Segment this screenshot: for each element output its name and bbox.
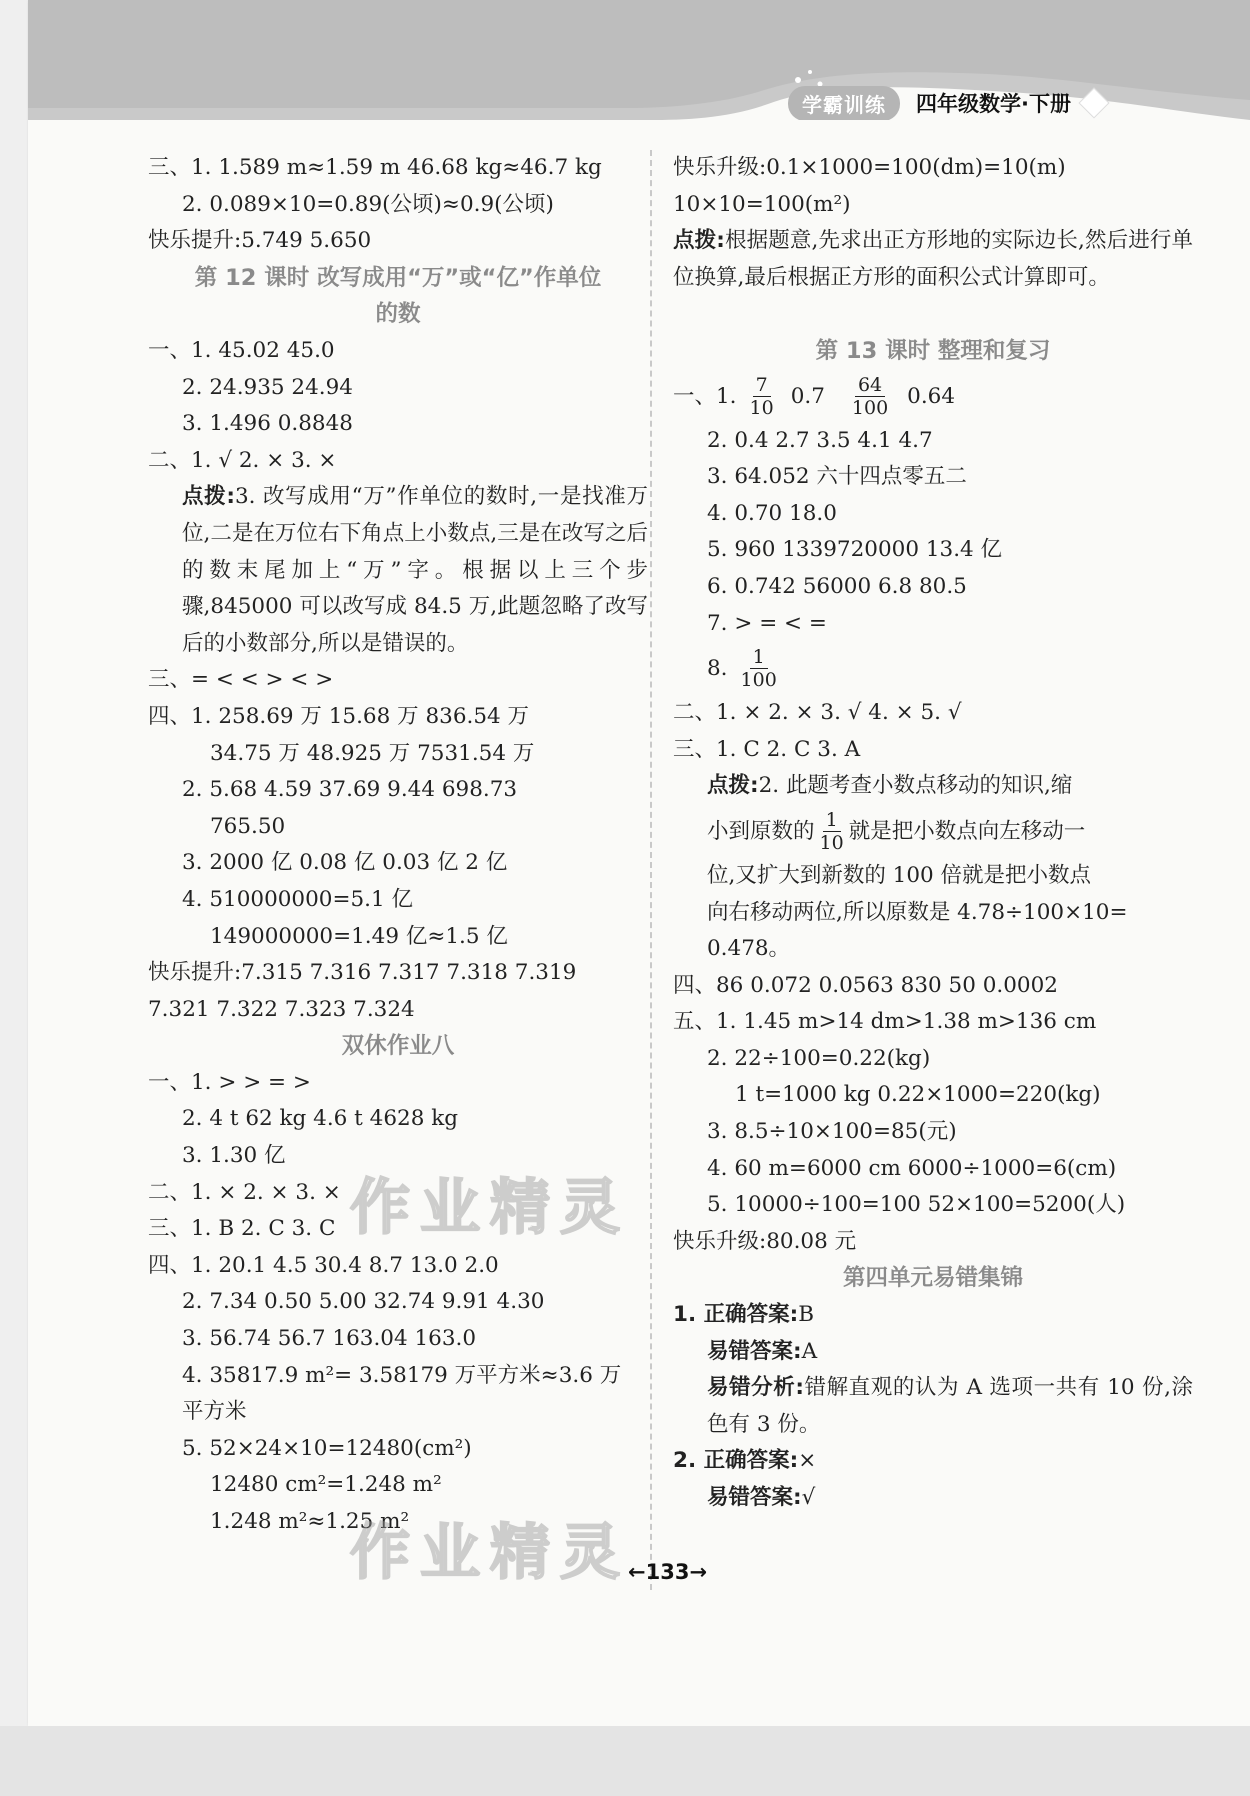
answer-line: 12480 cm²=1.248 m² [210,1472,442,1498]
answer-page [28,0,1250,1726]
tip-text [182,479,648,662]
tip-content: 就是把小数点向左移动一 [848,818,1086,844]
section-heading: 第 12 课时 改写成用“万”或“亿”作单位 [194,264,602,291]
answer-line: 四、1. 20.1 4.5 30.4 8.7 13.0 2.0 [148,1252,499,1278]
tip-content: 错解直观的认为 A 选项一共有 10 份,涂色有 3 份。 [707,1375,1193,1437]
tip-text [673,223,1193,296]
fraction [817,809,847,854]
answer-line: 4. 510000000=5.1 亿 [182,886,413,912]
series-logo: 学霸训练 [788,86,900,121]
answer-line [673,1443,1193,1480]
answer-line: 三、1. 1.589 m≈1.59 m 46.68 kg≈46.7 kg [148,155,602,180]
answer-line: 3. 8.5÷10×100=85(元) [707,1119,957,1145]
fraction-denominator: 10 [819,831,844,854]
answer-label: 易错答案: [707,1338,802,1364]
answer-value: 0.64 [907,383,956,409]
answer-line: 7. > = < = [707,610,827,636]
tip-label: 易错分析: [707,1375,804,1401]
answer-line: 5. 10000÷100=100 52×100=5200(人) [707,1192,1126,1218]
answer-line: 五、1. 1.45 m>14 dm>1.38 m>136 cm [673,1009,1097,1035]
answer-line: 765.50 [210,813,286,839]
answer-line: 5. 52×24×10=12480(cm²) [182,1435,472,1461]
answer-line: 2. 22÷100=0.22(kg) [707,1045,931,1071]
tip-content: 3. 改写成用“万”作单位的数时,一是找准万位,二是在万位右下角点上小数点,三是在改写之后的数末尾加上“万”字。根据以上三个步骤,845000 可以改写成 84.5 万,此题忽略了改写后的小数部分,所以是错误的。 [182,484,648,656]
item-number: 一、1. [673,383,737,409]
answer-line: 一、1. > > = > [148,1069,311,1095]
scan-bottom-strip [0,1726,1250,1796]
answer-line: 3. 1.496 0.8848 [182,411,353,437]
answer-line: 四、1. 258.69 万 15.68 万 836.54 万 [148,703,530,729]
answer-line: 快乐提升:7.315 7.316 7.317 7.318 7.319 [148,960,577,986]
fraction-numerator: 1 [750,646,768,669]
header-band [28,0,1250,120]
tip-line: 向右移动两位,所以原数是 4.78÷100×10= [707,899,1128,925]
answer-line: 34.75 万 48.925 万 7531.54 万 [210,740,535,766]
answer-line: 三、1. C 2. C 3. A [673,736,861,762]
answer-line: 快乐提升:5.749 5.650 [148,228,372,254]
answer-line: 3. 2000 亿 0.08 亿 0.03 亿 2 亿 [182,850,508,876]
tip-line: 位,又扩大到新数的 100 倍就是把小数点 [707,862,1092,888]
answer-line: 快乐升级:0.1×1000=100(dm)=10(m) [673,155,1066,180]
answer-line: 四、86 0.072 0.0563 830 50 0.0002 [673,972,1058,998]
answer-line: 4. 60 m=6000 cm 6000÷1000=6(cm) [707,1155,1117,1181]
left-column [148,150,648,1541]
answer-line: 2. 24.935 24.94 [182,374,353,400]
page-number: ←133→ [628,1560,708,1584]
answer-label: 2. 正确答案: [673,1448,799,1474]
tip-paragraph [673,1370,1193,1443]
answer-line: 二、1. × 2. × 3. √ 4. × 5. √ [673,700,962,726]
answer-line: 3. 1.30 亿 [182,1143,286,1169]
section-heading: 第四单元易错集锦 [842,1265,1023,1292]
header-badge [788,86,1105,120]
answer-line: 1.248 m²≈1.25 m² [210,1509,410,1534]
answer-line: 2. 0.4 2.7 3.5 4.1 4.7 [707,427,933,453]
answer-line: 2. 7.34 0.50 5.00 32.74 9.91 4.30 [182,1289,545,1315]
answer-line: 4. 0.70 18.0 [707,500,837,526]
answer-line: 5. 960 1339720000 13.4 亿 [707,537,1003,563]
answer-line: 2. 0.089×10=0.89(公顷)≈0.9(公顷) [182,191,554,217]
tip-content: 根据题意,先求出正方形地的实际边长,然后进行单位换算,最后根据正方形的面积公式计算即可。 [673,228,1193,290]
fraction-numerator: 7 [753,374,771,397]
section-heading: 的数 [375,301,421,328]
answer-value: B [798,1302,815,1328]
answer-line: 三、= < < > < > [148,667,334,693]
answer-line [673,1334,1193,1371]
answer-line: 快乐升级:80.08 元 [673,1228,857,1254]
section-heading: 第 13 课时 整理和复习 [815,337,1051,364]
answer-line: 149000000=1.49 亿≈1.5 亿 [210,923,508,949]
tip-line [673,805,1193,858]
answer-line [673,1480,1193,1517]
book-title: 四年级数学·下册 [916,92,1071,116]
tip-content: 小到原数的 [707,818,815,844]
fraction-denominator: 100 [740,669,777,692]
tip-paragraph [673,223,1193,333]
fraction-denominator: 10 [749,396,774,419]
answer-line: 2. 5.68 4.59 37.69 9.44 698.73 [182,777,518,803]
section-heading: 双休作业八 [341,1033,455,1060]
answer-label: 1. 正确答案: [673,1302,799,1328]
fraction-numerator: 1 [823,809,841,832]
answer-line: 7.321 7.322 7.323 7.324 [148,996,415,1022]
column-divider [650,150,652,1590]
fraction [849,374,891,419]
answer-line: 三、1. B 2. C 3. C [148,1216,336,1242]
answer-line: 4. 35817.9 m²= 3.58179 万平方米≈3.6 万 [182,1362,622,1388]
answer-line: 3. 64.052 六十四点零五二 [707,464,967,490]
tip-line [673,768,1193,805]
item-number: 8. [707,656,728,682]
tip-content: 2. 此题考查小数点移动的知识,缩 [758,773,1073,799]
fraction-denominator: 100 [851,396,889,419]
tip-label: 点拨: [673,228,725,254]
fraction [747,374,777,419]
answer-line: 二、1. × 2. × 3. × [148,1179,341,1205]
answer-line: 1 t=1000 kg 0.22×1000=220(kg) [735,1082,1101,1108]
answer-value: × [798,1448,817,1474]
tip-label: 点拨: [707,773,759,799]
tip-text [707,1370,1193,1443]
fraction-numerator: 64 [855,374,885,397]
diamond-icon [1078,87,1109,118]
answer-value: 0.7 [790,383,825,409]
answer-line: 10×10=100(m²) [673,191,851,217]
answer-value: A [801,1338,818,1364]
answer-line: 3. 56.74 56.7 163.04 163.0 [182,1326,477,1352]
fraction [738,646,780,691]
answer-line [673,642,1193,695]
answer-line: 2. 4 t 62 kg 4.6 t 4628 kg [182,1106,458,1132]
answer-line: 二、1. √ 2. × 3. × [148,447,337,473]
tip-label: 点拨: [182,484,235,510]
answer-line: 平方米 [182,1399,247,1425]
answer-line: 一、1. 45.02 45.0 [148,337,335,363]
answer-line [673,370,1193,423]
answer-line: 6. 0.742 56000 6.8 80.5 [707,573,967,599]
tip-line: 0.478。 [707,936,791,962]
right-column [673,150,1193,1517]
watermark: 作业精灵 [350,1173,630,1243]
watermark: 作业精灵 [350,1518,630,1588]
answer-line [673,1297,1193,1334]
answer-label: 易错答案: [707,1485,802,1511]
tip-paragraph [148,479,648,662]
answer-value: √ [801,1485,816,1511]
